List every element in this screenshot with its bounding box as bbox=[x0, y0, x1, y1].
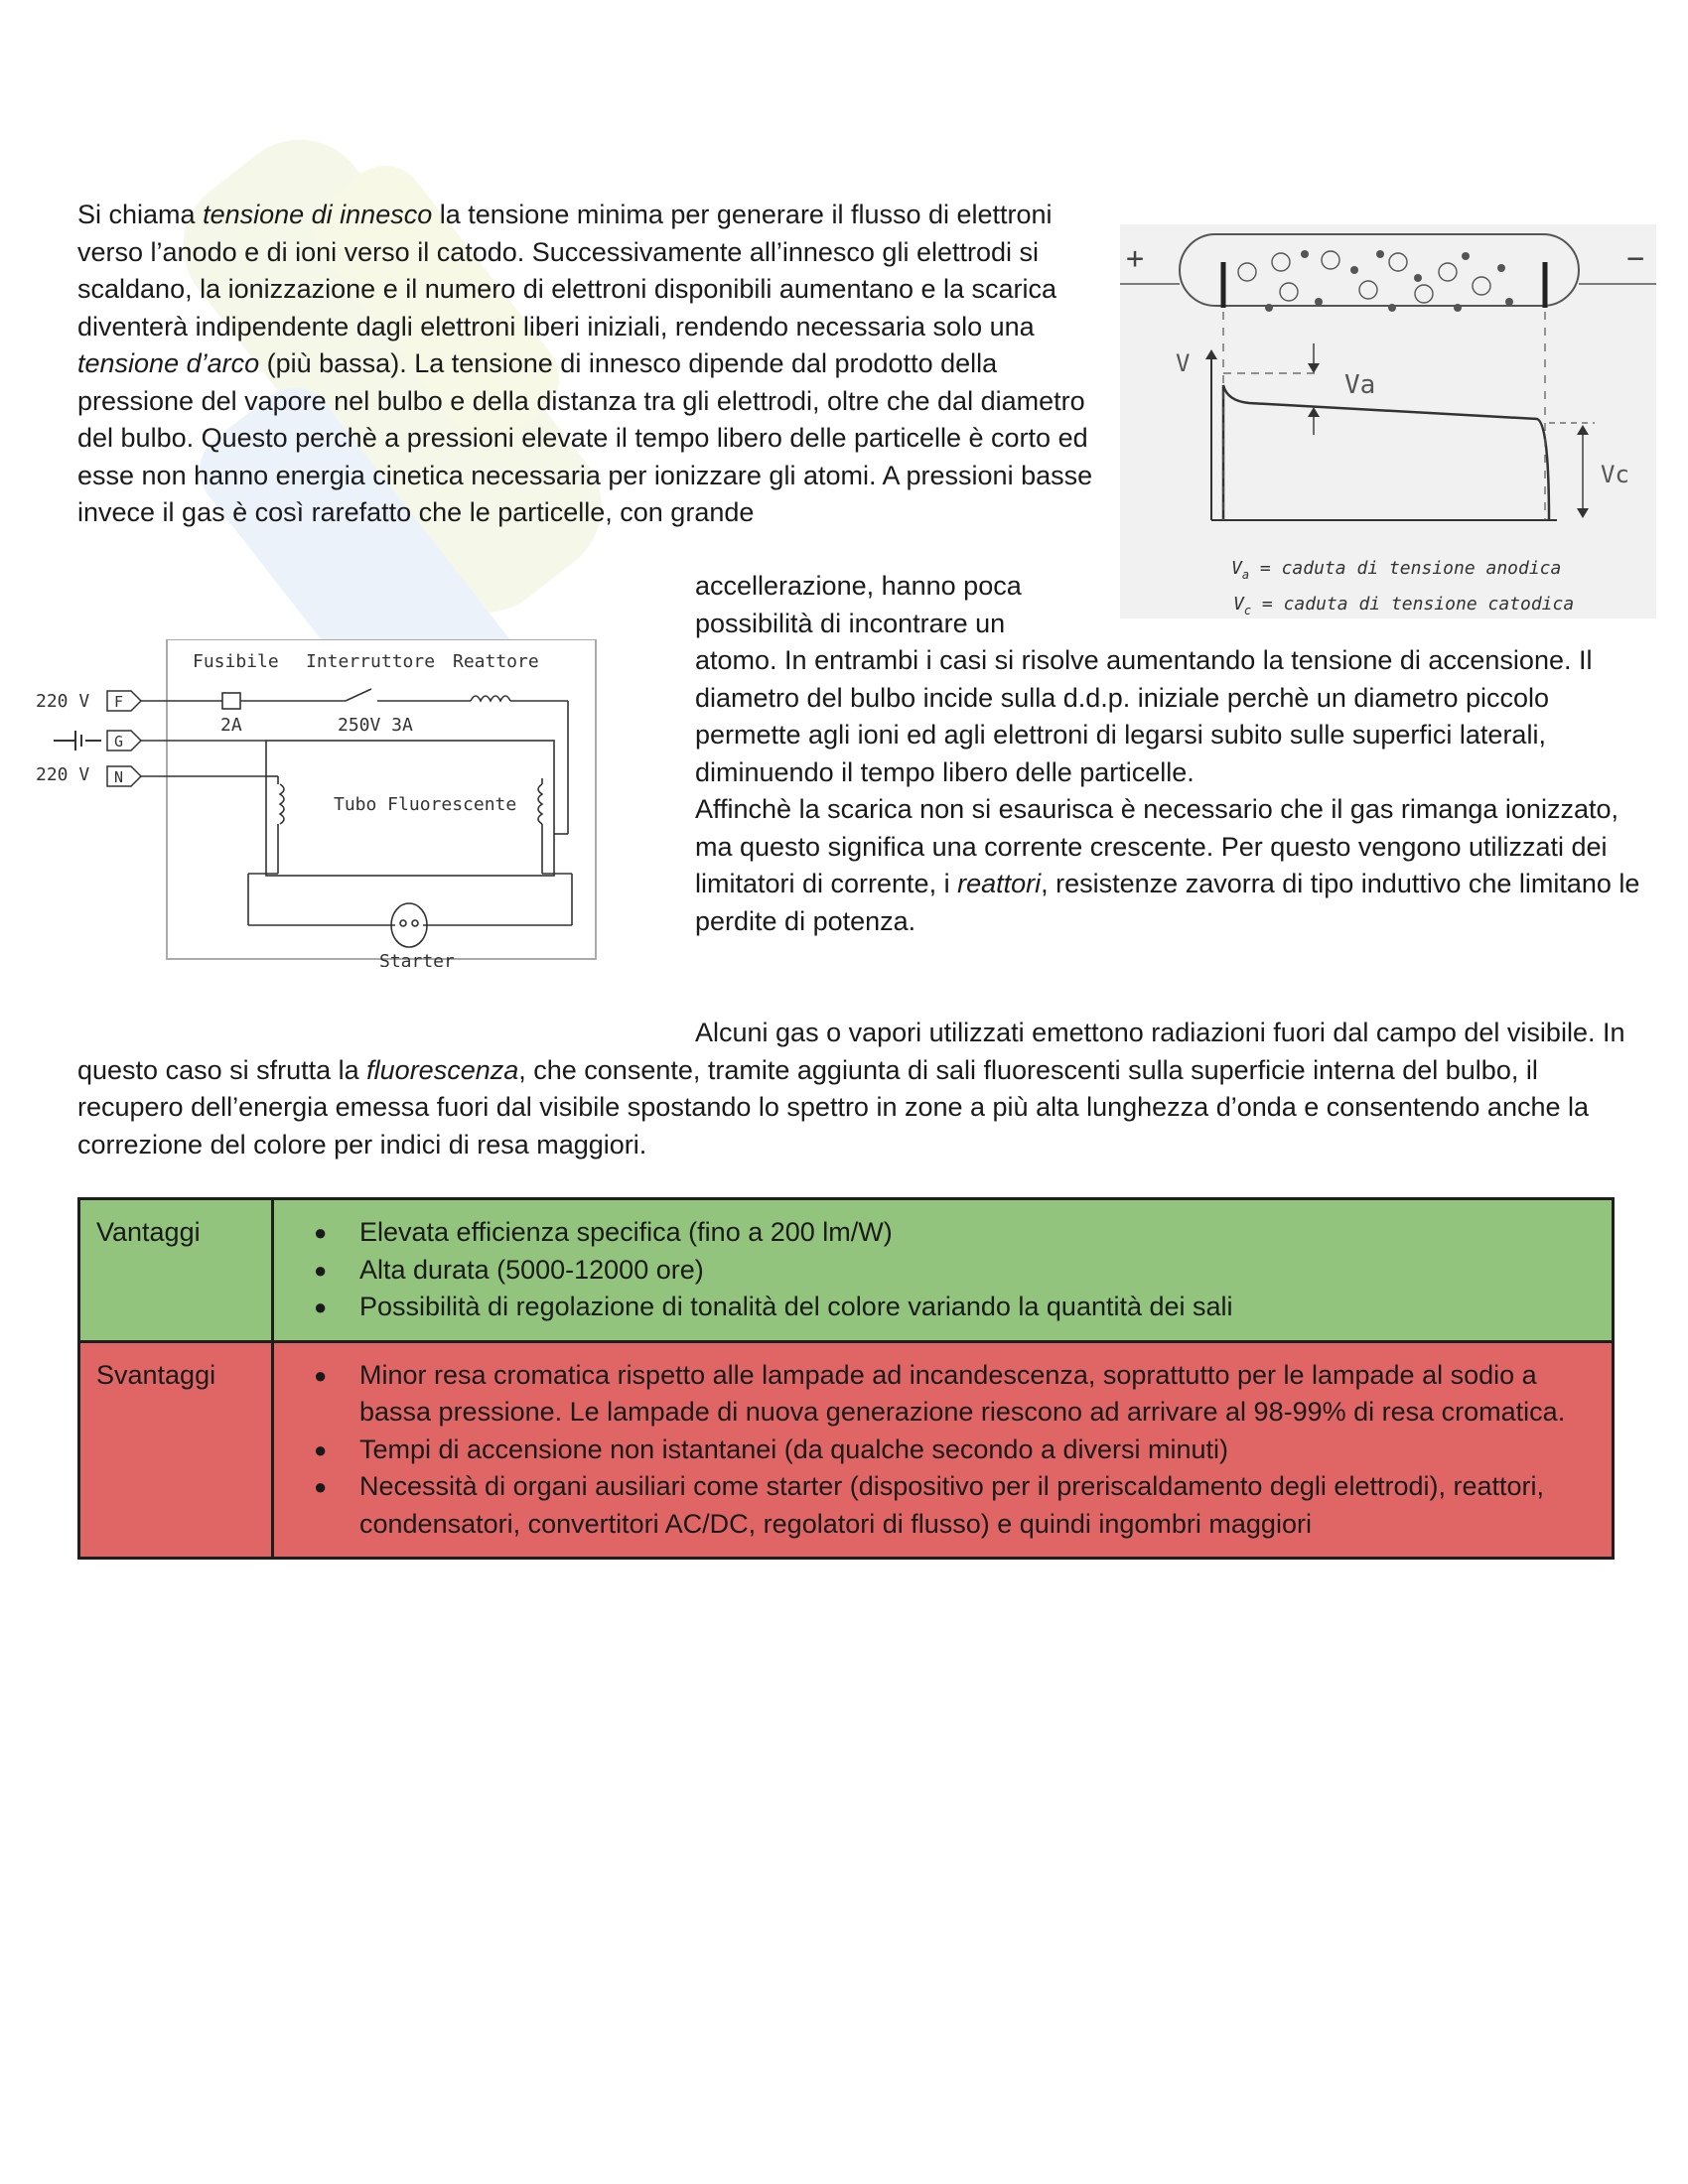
va-label: Va bbox=[1344, 370, 1376, 400]
paragraph-top: Si chiama tensione di innesco la tensione minima per generare il flusso di elettroni verso l’anodo e di ioni verso il catodo. Successivamente all’innesco gli elettrodi si scaldano, la ionizzazione e il numero di elettroni disponibili aumentano e la scarica diventerà indipendente dagli elettroni liberi iniziali, rendendo necessaria solo una tensione d’arco (più bassa). La tensione di innesco dipende dal prodotto della pressione del vapore nel bulbo e della distanza tra gli elettrodi, oltre che dal diametro del bulbo. Questo perchè a pressioni elevate il tempo libero delle particelle è corto ed esse non hanno energia cinetica necessaria per ionizzare gli atomi. A pressioni basse invece il gas è così rarefatto che le particelle, con grande bbox=[77, 200, 1093, 527]
plus-sign: + bbox=[1126, 241, 1145, 276]
starter-label: Starter bbox=[379, 951, 455, 967]
terminal-f: F bbox=[114, 693, 124, 711]
pros-cons-table bbox=[77, 1197, 1615, 1560]
terminal-n: N bbox=[114, 768, 124, 786]
svantaggi-row bbox=[79, 1341, 1614, 1559]
paragraph-bottom: Alcuni gas o vapori utilizzati emettono radiazioni fuori dal campo del visibile. In questo caso si sfrutta la fluorescenza, che consente, tramite aggiunta di sali fluorescenti sulla superficie interna del bulbo, il recupero dell’energia emessa fuori dal visibile spostando lo spettro in zone a più alta lunghezza d’onda e consentendo anche la correzione del colore per indici di resa maggiori. bbox=[77, 1018, 1625, 1160]
fuse-rating: 2A bbox=[220, 715, 242, 736]
switch-rating: 250V 3A bbox=[338, 715, 413, 736]
voltage-label-1: 220 V bbox=[36, 691, 90, 712]
voltage-label-2: 220 V bbox=[36, 764, 90, 785]
label-reattore: Reattore bbox=[453, 651, 539, 672]
minus-sign: − bbox=[1626, 241, 1645, 276]
label-fusibile: Fusibile bbox=[193, 651, 279, 672]
vantaggi-item: ● Elevata efficienza specifica (fino a 200 lm/W) bbox=[314, 1214, 1592, 1252]
tube-label: Tubo Fluorescente bbox=[334, 794, 517, 815]
terminals bbox=[107, 691, 141, 786]
vantaggi-row bbox=[79, 1199, 1614, 1342]
vantaggi-cell bbox=[273, 1199, 1614, 1342]
svantaggi-label: Svantaggi bbox=[79, 1341, 273, 1559]
ground-symbol bbox=[54, 731, 101, 751]
caption-vc: $V_c$ = caduta di tensione catodica bbox=[1233, 594, 1575, 617]
caption-va: $V_a$ = caduta di tensione anodica bbox=[1231, 558, 1562, 582]
paragraph-right: accellerazione, hanno poca possibilità di incontrare un atomo. In entrambi i casi si risolve aumentando la tensione di accensione. Il diametro del bulbo incide sulla d.d.p. iniziale perchè un diametro piccolo permette agli ioni ed agli elettroni di legarsi subito sulle superfici laterali, diminuendo il tempo libero delle particelle. Affinchè la scarica non si esaurisca è necessario che il gas rimanga ionizzato, ma questo significa una corrente crescente. Per questo vengono utilizzati dei limitatori di corrente, i reattori, resistenze zavorra di tipo induttivo che limitano le perdite di potenza. bbox=[695, 571, 1640, 936]
svantaggi-item: ● Necessità di organi ausiliari come starter (dispositivo per il preriscaldamento degli elettrodi), reattori, condensatori, convertitori AC/DC, regolatori di flusso) e quindi ingombri maggiori bbox=[314, 1468, 1592, 1543]
svantaggi-cell bbox=[273, 1341, 1614, 1559]
svantaggi-item: ● Minor resa cromatica rispetto alle lampade ad incandescenza, soprattutto per le lampade al sodio a bassa pressione. Le lampade di nuova generazione riescono ad arrivare al 98-99% di resa cromatica. bbox=[314, 1357, 1592, 1432]
svantaggi-item: ● Tempi di accensione non istantanei (da qualche secondo a diversi minuti) bbox=[314, 1432, 1592, 1469]
discharge-tube-figure bbox=[1120, 224, 1656, 618]
label-interruttore: Interruttore bbox=[306, 651, 436, 672]
vantaggi-label: Vantaggi bbox=[79, 1199, 273, 1342]
vc-label: Vc bbox=[1601, 461, 1629, 488]
circuit-diagram bbox=[28, 639, 604, 967]
v-axis-label: V bbox=[1176, 349, 1191, 377]
terminal-g: G bbox=[114, 733, 124, 751]
vantaggi-item: ● Alta durata (5000-12000 ore) bbox=[314, 1252, 1592, 1290]
vantaggi-item: ● Possibilità di regolazione di tonalità del colore variando la quantità dei sali bbox=[314, 1289, 1592, 1326]
